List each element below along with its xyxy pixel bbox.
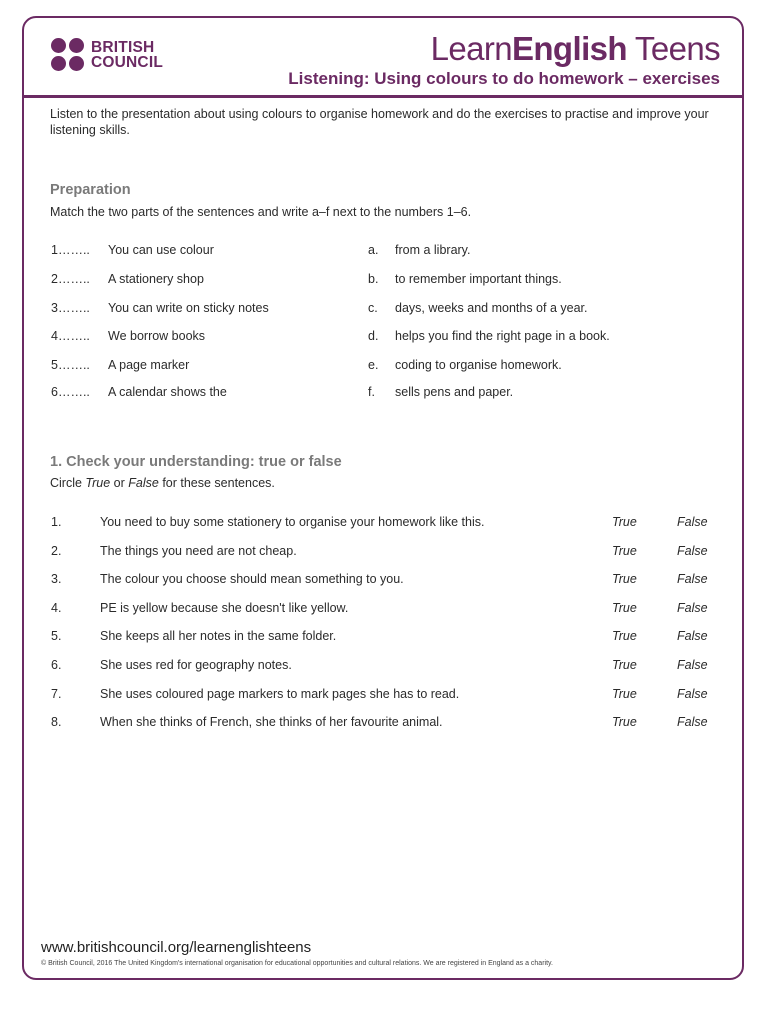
matching-row [0,356,768,374]
logo-dot [69,38,84,53]
logo-line2: COUNCIL [91,53,164,71]
true-option: True [612,715,637,730]
statement-number: 4. [51,600,62,615]
statement-text: You need to buy some stationery to organise your homework like this. [100,515,485,529]
row-number: 5…….. [51,358,90,372]
statement-number: 6. [51,658,62,672]
sentence-start: You can write on sticky notes [108,301,269,315]
statement-row [0,599,768,617]
sentence-start: A page marker [108,358,190,372]
false-option: False [677,686,708,701]
preparation-heading: Preparation [50,182,131,198]
sentence-end: from a library. [395,243,471,257]
sentence-end: days, weeks and months of a year. [395,301,588,315]
statement-number: 1. [51,515,62,529]
header-divider [24,95,742,98]
statement-text: She uses red for geography notes. [100,658,292,672]
brand-teens: Teens [626,30,720,67]
false-option: False [677,658,708,672]
option-letter: b. [368,272,379,286]
matching-row [0,270,768,288]
footer-copyright: © British Council, 2016 The United Kingdom's international organisation for educational opportunities and cultural relations. We are registered in England as a charity. [41,960,553,967]
true-option: True [612,629,637,644]
true-option: True [612,686,637,701]
statement-text: The colour you choose should mean something to you. [100,572,404,587]
logo-dot [69,56,84,71]
logo-wordmark [91,40,163,70]
statement-row [0,627,768,645]
statement-text: She uses coloured page markers to mark pages she has to read. [100,686,460,701]
false-option: False [677,600,708,615]
sentence-start: We borrow books [108,329,206,343]
statement-row [0,713,768,731]
matching-row [0,241,768,259]
false-option: False [677,572,708,587]
row-number: 1…….. [51,243,90,257]
intro-paragraph: Listen to the presentation about using colours to organise homework and do the exercises to practise and improve your listening skills. [50,107,709,137]
statement-row [0,513,768,531]
instruction-false: False [128,476,159,490]
true-option: True [612,658,637,672]
statement-text: When she thinks of French, she thinks of her favourite animal. [100,715,443,730]
preparation-instruction: Match the two parts of the sentences and write a–f next to the numbers 1–6. [50,205,472,219]
statement-text: PE is yellow because she doesn't like yellow. [100,600,349,615]
task1-heading: 1. Check your understanding: true or false [50,454,342,470]
option-letter: c. [368,301,378,315]
false-option: False [677,715,708,730]
sentence-end: to remember important things. [395,272,562,286]
matching-row [0,383,768,401]
logo-dot [51,56,66,71]
logo-dot [51,38,66,53]
sentence-start: A stationery shop [108,272,204,286]
option-letter: a. [368,243,379,257]
task1-instruction [50,476,275,490]
option-letter: f. [368,385,375,399]
statement-row [0,542,768,560]
sentence-end: helps you find the right page in a book. [395,329,610,343]
logo-dots-icon [51,38,84,71]
page-title: Listening: Using colours to do homework – exercises [288,69,720,88]
true-option: True [612,543,637,558]
row-number: 6…….. [51,385,90,399]
statement-text: The things you need are not cheap. [100,543,297,558]
sentence-start: A calendar shows the [108,385,227,399]
option-letter: d. [368,329,379,343]
statement-number: 3. [51,572,62,587]
statement-number: 7. [51,686,62,701]
statement-number: 2. [51,543,62,558]
row-number: 3…….. [51,301,90,315]
statement-row [0,570,768,588]
false-option: False [677,515,708,529]
instruction-true: True [85,476,111,490]
instruction-pre: Circle [50,476,86,490]
false-option: False [677,629,708,644]
british-council-logo [51,38,163,71]
option-letter: e. [368,358,379,372]
true-option: True [612,600,637,615]
brand-learn: Learn [430,30,512,67]
matching-row [0,327,768,345]
row-number: 2…….. [51,272,90,286]
row-number: 4…….. [51,329,90,343]
true-option: True [612,572,637,587]
statement-number: 8. [51,715,62,730]
sentence-end: sells pens and paper. [395,385,514,399]
instruction-mid: or [110,476,129,490]
false-option: False [677,543,708,558]
instruction-post: for these sentences. [158,476,275,490]
brand-english: English [511,30,627,67]
statement-text: She keeps all her notes in the same folder. [100,629,337,644]
statement-row [0,656,768,674]
statement-row [0,685,768,703]
true-option: True [612,515,637,529]
sentence-start: You can use colour [108,243,214,257]
page-border [22,16,744,980]
footer-url: www.britishcouncil.org/learnenglishteens [41,939,312,956]
logo-line1: BRITISH [91,38,155,56]
matching-row [0,299,768,317]
learnenglish-teens-wordmark [431,30,720,68]
statement-number: 5. [51,629,62,644]
sentence-end: coding to organise homework. [395,358,562,372]
